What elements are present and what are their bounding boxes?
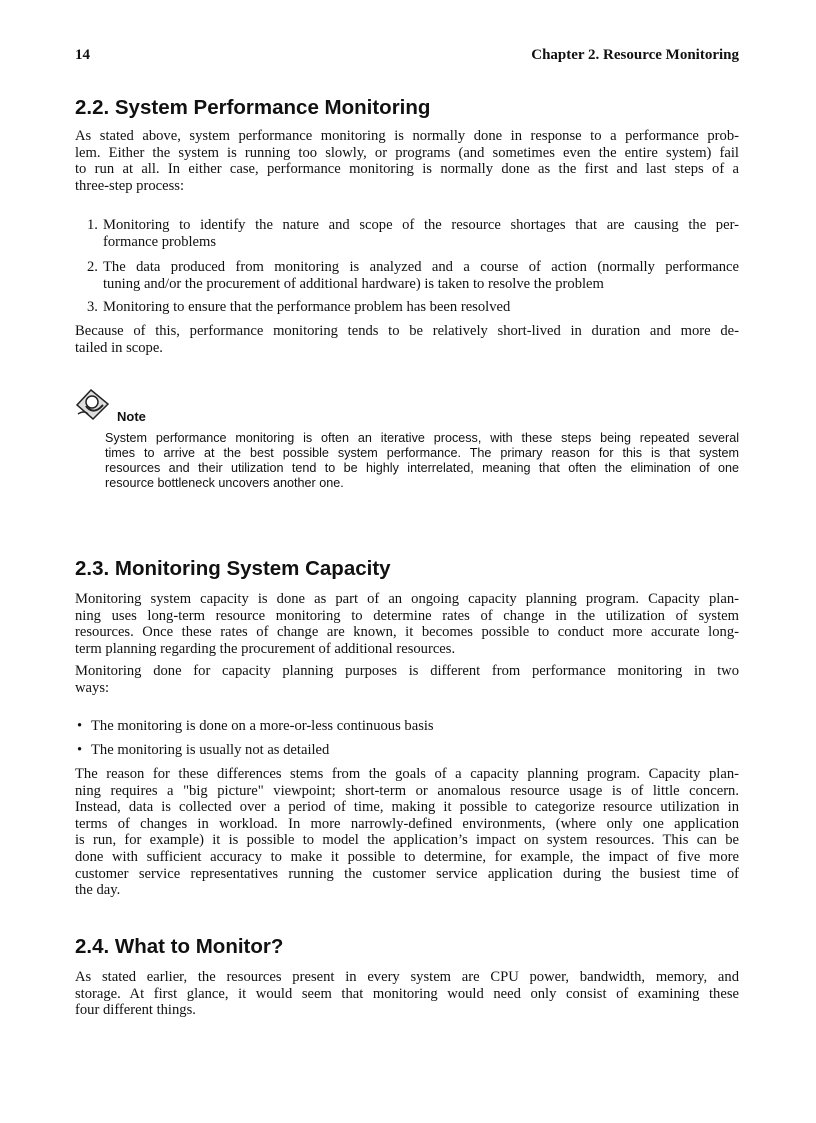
list-item-text — [103, 217, 739, 250]
list-marker: 2. — [87, 259, 98, 275]
text-line: tuning and/or the procurement of additional hardware) is taken to resolve the problem — [103, 275, 604, 292]
text-line: four different things. — [75, 1002, 196, 1019]
paragraph — [75, 766, 739, 899]
paragraph — [75, 591, 739, 657]
bullet-item — [75, 742, 739, 759]
list-marker: 3. — [87, 299, 98, 315]
text-line: resource bottleneck uncovers another one. — [105, 476, 344, 490]
text-line: ning uses long-term resource monitoring to determine rates of change in the utilization of system — [75, 607, 739, 624]
section-heading: 2.4. What to Monitor? — [75, 935, 284, 958]
text-line: Instead, data is collected over a period of time, making it possible to categorize resource utilization in — [75, 799, 739, 816]
list-marker: 1. — [87, 217, 98, 233]
text-line: done with sufficient accuracy to make it possible to determine, for example, the impact of five more — [75, 848, 739, 865]
text-line: Monitoring system capacity is done as part of an ongoing capacity planning program. Capacity plan- — [75, 591, 739, 607]
paragraph — [75, 323, 739, 356]
list-item — [75, 259, 739, 292]
text-line: formance problems — [103, 233, 217, 250]
text-line: Because of this, performance monitoring tends to be relatively short-lived in duration and more de- — [75, 323, 739, 339]
paragraph — [75, 969, 739, 1019]
text-line: to run at all. In either case, performance monitoring is normally done as the first and last steps of a — [75, 161, 739, 178]
text-line: the day. — [75, 882, 121, 899]
text-line: Monitoring done for capacity planning purposes is different from performance monitoring in two — [75, 663, 739, 679]
text-line: tailed in scope. — [75, 339, 163, 356]
text-line: storage. At first glance, it would seem that monitoring would need only consist of examining these — [75, 985, 739, 1002]
list-item-text — [91, 742, 739, 759]
paragraph — [75, 663, 739, 696]
list-marker: • — [77, 718, 83, 734]
list-item — [75, 217, 739, 250]
list-item-text — [91, 718, 739, 735]
text-line: The reason for these differences stems from the goals of a capacity planning program. Capacity plan- — [75, 766, 739, 782]
list-item — [75, 299, 739, 316]
bullet-item — [75, 718, 739, 735]
text-line: term planning regarding the procurement of additional resources. — [75, 640, 456, 657]
text-line: System performance monitoring is often an iterative process, with these steps being repeated several — [105, 431, 739, 445]
text-line: The monitoring is done on a more-or-less continuous basis — [91, 718, 434, 734]
text-line: customer service representatives running the customer service application during the busiest time of — [75, 865, 739, 882]
page-number: 14 — [75, 47, 90, 63]
text-line: Monitoring to ensure that the performance problem has been resolved — [103, 299, 511, 315]
note-title: Note — [117, 409, 146, 424]
text-line: ways: — [75, 679, 110, 696]
list-item-text — [103, 299, 739, 316]
text-line: lem. Either the system is running too slowly, or programs (and sometimes even the entire system) fail — [75, 144, 739, 161]
text-line: Monitoring to identify the nature and scope of the resource shortages that are causing the per- — [103, 217, 739, 233]
text-line: resources. Once these rates of change are known, it becomes possible to conduct more accurate long- — [75, 624, 739, 641]
text-line: The data produced from monitoring is analyzed and a course of action (normally performance — [103, 259, 739, 275]
text-line: ning requires a "big picture" viewpoint; short-term or anomalous resource usage is of little concern. — [75, 782, 739, 799]
section-heading: 2.2. System Performance Monitoring — [75, 96, 431, 119]
section-heading: 2.3. Monitoring System Capacity — [75, 557, 391, 580]
text-line: As stated earlier, the resources present in every system are CPU power, bandwidth, memory, and — [75, 969, 739, 985]
text-line: The monitoring is usually not as detailed — [91, 742, 330, 758]
text-line: times to arrive at the best possible system performance. The primary reason for this is that system — [105, 446, 739, 460]
paragraph — [75, 128, 739, 194]
text-line: As stated above, system performance monitoring is normally done in response to a performance prob- — [75, 128, 739, 144]
note-body — [105, 431, 739, 491]
note-icon — [74, 388, 112, 422]
text-line: three-step process: — [75, 177, 185, 194]
text-line: terms of changes in workload. In more narrowly-defined environments, (where only one application — [75, 815, 739, 832]
list-item-text — [103, 259, 739, 292]
text-line: resources and their utilization tend to be highly interrelated, meaning that often the elimination of one — [105, 461, 739, 475]
list-marker: • — [77, 742, 83, 758]
running-header: Chapter 2. Resource Monitoring — [531, 47, 739, 63]
text-line: is run, for example) it is possible to model the application’s impact on system resources. This can be — [75, 832, 739, 849]
